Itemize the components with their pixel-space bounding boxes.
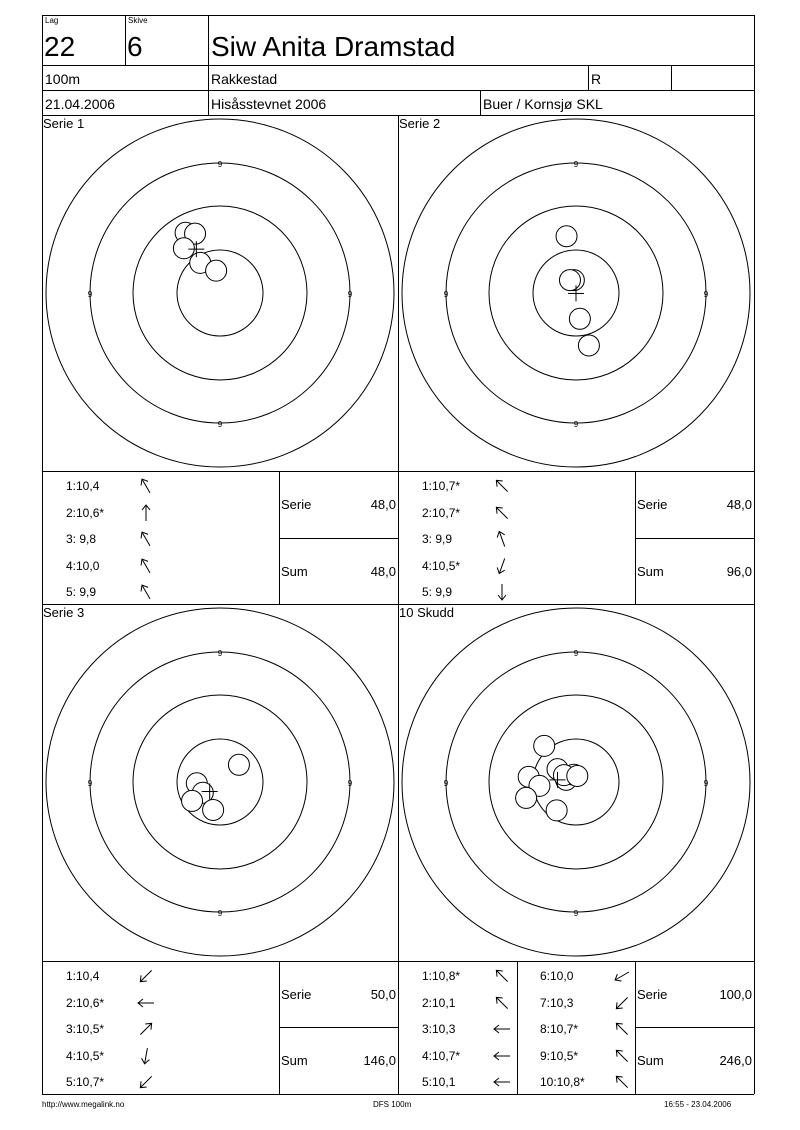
shot-direction-arrow-icon	[613, 1073, 631, 1091]
serie-value-3: 50,0	[370, 987, 396, 1002]
shot-direction-arrow-icon	[493, 967, 511, 985]
shot-hole	[228, 754, 249, 775]
serie-label-1: Serie	[281, 497, 312, 512]
shot-score: 1:10,8*	[422, 969, 461, 983]
shot-hole	[534, 735, 555, 756]
shot-score: 4:10,5*	[422, 558, 461, 573]
shot-score: 2:10,1	[422, 995, 456, 1010]
ring-number: 9	[217, 160, 223, 169]
serie-label-4: Serie	[637, 987, 668, 1002]
sum-label-1: Sum	[281, 564, 308, 579]
shot-direction-arrow-icon	[493, 477, 511, 495]
shot-direction-arrow-icon	[493, 994, 511, 1012]
footer-url: http://www.megalink.no	[42, 1100, 125, 1109]
serie-label-2: Serie	[637, 497, 668, 512]
shot-score: 4:10,5*	[66, 1048, 105, 1063]
shot-direction-arrow-icon	[493, 557, 511, 575]
ring-number: 9	[87, 290, 93, 299]
shot-hole	[516, 787, 537, 808]
shot-score: 2:10,6*	[66, 505, 105, 520]
serie-value-1: 48,0	[370, 497, 396, 512]
shot-direction-arrow-icon	[137, 583, 155, 601]
target-ring	[87, 652, 350, 912]
shot-direction-arrow-icon	[137, 557, 155, 575]
shot-hole	[569, 308, 590, 329]
shot-direction-arrow-icon	[493, 1073, 511, 1091]
target-ring	[133, 206, 307, 380]
sum-label-4: Sum	[637, 1053, 664, 1068]
shot-direction-arrow-icon	[137, 967, 155, 985]
target-serie-3	[42, 604, 398, 960]
skive-value: 6	[127, 31, 143, 62]
shot-direction-arrow-icon	[137, 477, 155, 495]
club: Rakkestad	[211, 71, 278, 87]
shot-score: 1:10,4	[66, 479, 100, 493]
serie-label-3: Serie	[281, 987, 312, 1002]
shot-direction-arrow-icon	[613, 967, 631, 985]
target-serie-2	[398, 115, 754, 471]
shot-direction-arrow-icon	[493, 1020, 511, 1038]
location: Buer / Kornsjø SKL	[483, 96, 603, 112]
shot-score: 4:10,7*	[422, 1048, 461, 1063]
shot-score: 7:10,3	[540, 995, 574, 1010]
panel-title-serie-2: Serie 2	[399, 116, 441, 131]
sum-value-4: 246,0	[719, 1053, 752, 1068]
footer-program: DFS 100m	[373, 1100, 412, 1109]
shot-score: 3: 9,9	[422, 532, 453, 546]
shot-score: 2:10,7*	[422, 505, 461, 520]
shot-score: 10:10,8*	[540, 1075, 585, 1089]
distance: 100m	[45, 71, 81, 87]
shot-direction-arrow-icon	[137, 994, 155, 1012]
lag-value: 22	[44, 31, 76, 62]
date: 21.04.2006	[45, 96, 116, 112]
shot-score: 5:10,1	[422, 1075, 456, 1089]
shot-score: 9:10,5*	[540, 1048, 579, 1063]
ring-number: 9	[443, 779, 449, 788]
shot-hole	[546, 800, 567, 821]
shot-direction-arrow-icon	[613, 1020, 631, 1038]
serie-value-2: 48,0	[726, 497, 752, 512]
ring-number: 9	[217, 420, 223, 429]
target-ring	[46, 608, 394, 956]
shot-hole	[559, 270, 580, 291]
shot-score: 5: 9,9	[66, 585, 97, 599]
shot-score: 5:10,7*	[66, 1075, 105, 1089]
shot-direction-arrow-icon	[137, 1047, 155, 1065]
lag-label: Lag	[45, 16, 59, 25]
class: R	[591, 71, 602, 87]
ring-number: 9	[87, 779, 93, 788]
ring-number: 9	[217, 649, 223, 658]
panel-title-serie-3: Serie 3	[43, 605, 85, 620]
shot-hole	[556, 226, 577, 247]
skive-label: Skive	[128, 16, 148, 25]
sum-value-2: 96,0	[726, 564, 752, 579]
sum-value-3: 146,0	[363, 1053, 396, 1068]
ring-number: 9	[217, 909, 223, 918]
event: Hisåsstevnet 2006	[211, 96, 327, 112]
ring-number: 9	[443, 290, 449, 299]
target-ring	[87, 163, 350, 423]
shot-hole	[206, 260, 227, 281]
ring-number: 9	[573, 160, 579, 169]
shot-hole	[578, 335, 599, 356]
panel-title-10-skudd: 10 Skudd	[399, 605, 454, 620]
shot-direction-arrow-icon	[493, 583, 511, 601]
shot-direction-arrow-icon	[493, 504, 511, 522]
shot-direction-arrow-icon	[137, 1073, 155, 1091]
shot-direction-arrow-icon	[613, 994, 631, 1012]
ring-number: 9	[573, 909, 579, 918]
shooter-name: Siw Anita Dramstad	[211, 31, 456, 62]
shot-score: 3:10,5*	[66, 1022, 105, 1036]
serie-value-4: 100,0	[719, 987, 752, 1002]
shot-direction-arrow-icon	[137, 530, 155, 548]
shot-hole	[203, 799, 224, 820]
shot-score: 1:10,4	[66, 969, 100, 983]
target-ring	[46, 119, 394, 467]
shot-hole	[173, 238, 194, 259]
sum-label-2: Sum	[637, 564, 664, 579]
shot-score: 6:10,0	[540, 969, 574, 983]
shot-hole	[567, 765, 588, 786]
target-serie-1	[42, 115, 398, 471]
shot-hole	[182, 790, 203, 811]
panel-title-serie-1: Serie 1	[43, 116, 85, 131]
sum-label-3: Sum	[281, 1053, 308, 1068]
footer-timestamp: 16:55 - 23.04.2006	[664, 1100, 732, 1109]
shot-score: 4:10,0	[66, 558, 100, 573]
shot-score: 2:10,6*	[66, 995, 105, 1010]
shot-direction-arrow-icon	[137, 504, 155, 522]
ring-number: 9	[573, 420, 579, 429]
shot-score: 5: 9,9	[422, 585, 453, 599]
ring-number: 9	[703, 290, 709, 299]
target-10-skudd	[398, 604, 754, 960]
shot-score: 8:10,7*	[540, 1022, 579, 1036]
ring-number: 9	[573, 649, 579, 658]
shot-direction-arrow-icon	[137, 1020, 155, 1038]
shot-score: 3:10,3	[422, 1022, 456, 1036]
shot-score: 3: 9,8	[66, 532, 97, 546]
sum-value-1: 48,0	[370, 564, 396, 579]
shot-score: 1:10,7*	[422, 479, 461, 493]
ring-number: 9	[347, 779, 353, 788]
shot-direction-arrow-icon	[493, 1047, 511, 1065]
ring-number: 9	[347, 290, 353, 299]
target-ring	[133, 695, 307, 869]
shot-direction-arrow-icon	[493, 530, 511, 548]
ring-number: 9	[703, 779, 709, 788]
shot-direction-arrow-icon	[613, 1047, 631, 1065]
